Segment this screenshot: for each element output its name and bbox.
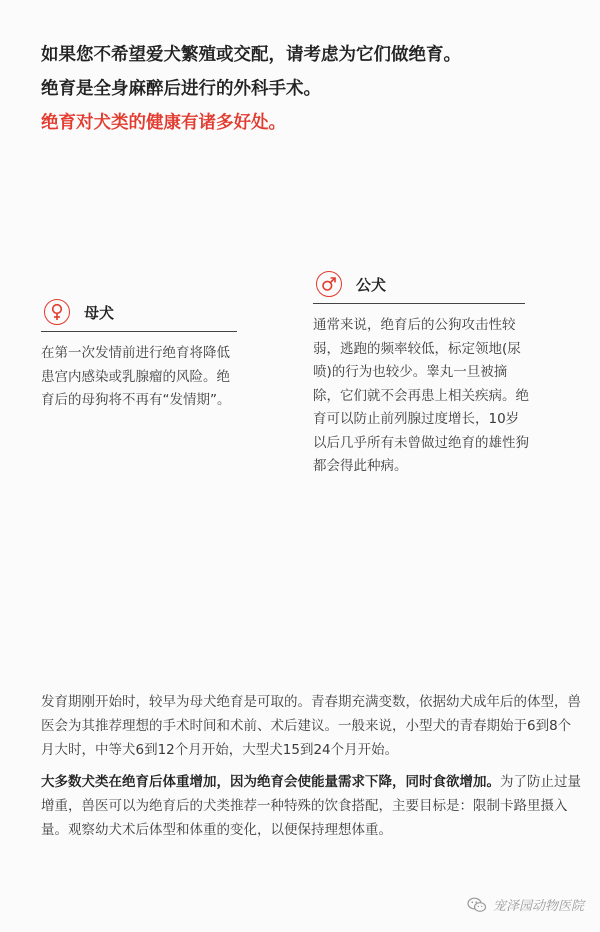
female-symbol-icon	[44, 299, 70, 325]
intro-line-2: 绝育是全身麻醉后进行的外科手术。	[41, 79, 321, 99]
male-divider	[313, 303, 525, 304]
intro-line-3-highlight: 绝育对犬类的健康有诸多好处。	[41, 113, 286, 133]
male-symbol-icon	[316, 271, 342, 297]
female-dog-section	[41, 296, 237, 413]
watermark	[467, 895, 584, 914]
female-title: 母犬	[84, 303, 115, 322]
male-title: 公犬	[356, 275, 387, 294]
bottom-paragraph-2-rest: 为了防止过量增重，兽医可以为绝育后的犬类推荐一种特殊的饮食搭配，主要目标是：限制卡路里摄入量。观察幼犬术后体型和体重的变化，以便保持理想体重。	[41, 774, 581, 838]
intro-line-1: 如果您不希望爱犬繁殖或交配，请考虑为它们做绝育。	[41, 45, 461, 65]
wechat-icon	[467, 897, 487, 913]
female-header	[41, 296, 237, 328]
bottom-paragraph-1: 发育期刚开始时，较早为母犬绝育是可取的。青春期充满变数，依据幼犬成年后的体型，兽医会为其推荐理想的手术时间和术前、术后建议。一般来说，小型犬的青春期始于6到8个月大时，中等犬6到12个月开始，大型犬15到24个月开始。	[41, 694, 581, 758]
female-text: 在第一次发情前进行绝育将降低患宫内感染或乳腺瘤的风险。绝育后的母狗将不再有“发情期”。	[41, 345, 231, 408]
intro-block	[41, 38, 581, 140]
bottom-notes	[41, 690, 581, 842]
male-text: 通常来说，绝育后的公狗攻击性较弱，逃跑的频率较低，标定领地(尿喷)的行为也较少。睾丸一旦被摘除，它们就不会再患上相关疾病。绝育可以防止前列腺过度增长，10岁以后几乎所有未曾做过绝育的雄性狗都会得此种病。	[313, 317, 529, 474]
watermark-text: 宠泽园动物医院	[492, 899, 584, 914]
female-divider	[41, 331, 237, 332]
bottom-paragraph-2-bold: 大多数犬类在绝育后体重增加，因为绝育会使能量需求下降，同时食欲增加。	[41, 774, 500, 790]
male-header	[313, 268, 525, 300]
male-dog-section	[313, 268, 529, 479]
bottom-paragraph-2	[41, 770, 581, 842]
